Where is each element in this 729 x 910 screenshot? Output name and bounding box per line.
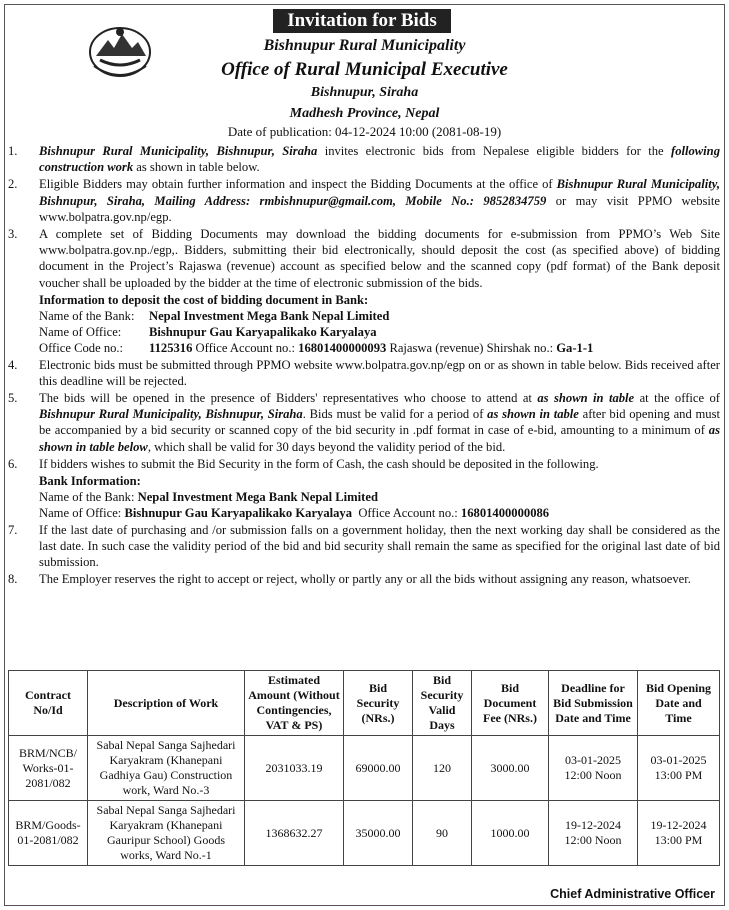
cell-contract-no: BRM/Goods- 01-2081/082 bbox=[9, 801, 88, 866]
item-text bbox=[39, 176, 720, 225]
account-label: Office Account no.: bbox=[192, 341, 299, 356]
cell-valid-days: 90 bbox=[413, 801, 472, 866]
cell-bid-security: 35000.00 bbox=[344, 801, 413, 866]
item-number: 2. bbox=[8, 177, 18, 192]
item-number: 1. bbox=[8, 144, 18, 158]
bank-value: Nepal Investment Mega Bank Nepal Limited bbox=[137, 490, 378, 505]
cell-description: Sabal Nepal Sanga Sajhedari Karyakram (Khanepani Gadhiya Gau) Construction work, Ward No.-3 bbox=[88, 736, 245, 801]
list-item bbox=[8, 456, 720, 472]
publication-date: Date of publication: 04-12-2024 10:00 (2081-08-19) bbox=[227, 124, 502, 139]
col-bid-security: Bid Security (NRs.) bbox=[344, 671, 413, 736]
list-item bbox=[8, 390, 720, 455]
cell-deadline: 03-01-2025 12:00 Noon bbox=[549, 736, 638, 801]
cell-bid-opening: 03-01-2025 13:00 PM bbox=[638, 736, 720, 801]
item-emphasis: as shown in table bbox=[487, 407, 579, 422]
item-text-part: invites electronic bids from Nepalese eligible bidders for the bbox=[317, 144, 671, 158]
account-value: 16801400000093 bbox=[298, 341, 387, 356]
notice-title-badge: Invitation for Bids bbox=[273, 9, 451, 33]
contact-details: Bishnupur Rural Municipality, Bishnupur, Siraha, Mailing Address: rmbishnupur@gmail.com, Mobile No.: 9852834759 bbox=[39, 177, 720, 208]
item-text-part: as shown in table below. bbox=[133, 160, 260, 175]
item-number: 3. bbox=[8, 227, 18, 242]
deposit-info bbox=[8, 292, 720, 357]
col-document-fee: Bid Document Fee (NRs.) bbox=[472, 671, 549, 736]
list-item bbox=[8, 357, 720, 389]
shirshak-label: Rajaswa (revenue) Shirshak no.: bbox=[386, 341, 557, 356]
bank-info bbox=[8, 473, 720, 522]
shirshak-value: Ga-1-1 bbox=[556, 341, 594, 356]
item-text: If bidders wishes to submit the Bid Security in the form of Cash, the cash should be deposited in the following. bbox=[39, 456, 599, 471]
table-row bbox=[9, 801, 720, 866]
item-emphasis: as shown in table below bbox=[39, 423, 720, 454]
office-value: Bishnupur Gau Karyapalikako Karyalaya bbox=[124, 506, 353, 521]
item-text bbox=[39, 143, 720, 175]
deposit-office-row bbox=[39, 324, 720, 340]
cell-contract-no: BRM/NCB/ Works-01- 2081/082 bbox=[9, 736, 88, 801]
item-text-part: or may visit PPMO website www.bolpatra.gov.np/egp. bbox=[39, 193, 720, 224]
table-row bbox=[9, 736, 720, 801]
deposit-info-heading: Information to deposit the cost of bidding document in Bank: bbox=[39, 292, 369, 307]
table-header-row bbox=[9, 671, 720, 736]
item-number: 7. bbox=[8, 522, 18, 537]
item-text-part: . Bids must be valid for a period of bbox=[302, 407, 488, 422]
code-value: 1125316 bbox=[149, 341, 193, 356]
bank-value: Nepal Investment Mega Bank Nepal Limited bbox=[149, 309, 390, 324]
cell-estimated-amount: 2031033.19 bbox=[245, 736, 344, 801]
cell-deadline: 19-12-2024 12:00 Noon bbox=[549, 801, 638, 866]
signatory: Chief Administrative Officer bbox=[550, 887, 715, 901]
item-text: If the last date of purchasing and /or submission falls on a government holiday, then the next working day shall be considered as the last date. In such case the validity period of the bid and bid security shall remain the same as specified for the original last date of bid submission. bbox=[39, 522, 720, 570]
item-text-part: , which shall be valid for 30 days beyond the validity period of the bid. bbox=[147, 439, 506, 454]
bank-info-office-row bbox=[39, 505, 720, 521]
office-name: Office of Rural Municipal Executive bbox=[221, 59, 508, 80]
account-value: 16801400000086 bbox=[460, 506, 550, 521]
list-item bbox=[8, 226, 720, 291]
list-item bbox=[8, 522, 720, 571]
bids-table bbox=[8, 670, 720, 866]
cell-bid-opening: 19-12-2024 13:00 PM bbox=[638, 801, 720, 866]
col-bid-opening: Bid Opening Date and Time bbox=[638, 671, 720, 736]
item-emphasis: Bishnupur Rural Municipality, Bishnupur, Siraha bbox=[39, 407, 303, 422]
item-text-part: after bid opening and must be accompanied by a bid security or scanned copy of the bid security in .pdf format in case of e-bid, amounting to a minimum of bbox=[39, 407, 720, 438]
cell-bid-security: 69000.00 bbox=[344, 736, 413, 801]
item-text-part: Eligible Bidders may obtain further information and inspect the Bidding Documents at the office of bbox=[39, 177, 557, 192]
item-number: 8. bbox=[8, 572, 18, 587]
office-location: Bishnupur, Siraha bbox=[310, 85, 419, 100]
municipality-name: Bishnupur Rural Municipality bbox=[263, 37, 466, 54]
item-text: A complete set of Bidding Documents may download the bidding documents for e-submission from PPMO’s Web Site www.bolpatra.gov.np./egp,. Bidders, submitting their bid electronically, should deposit the cost (as specified above) of bidding document in the Project’s Rajaswa (revenue) account as specified below and the scanned copy (pdf format) of the Bank deposit voucher shall be uploaded by the bidder at the time of electronic submission of the bids. bbox=[39, 227, 720, 290]
item-number: 4. bbox=[8, 357, 18, 372]
cell-valid-days: 120 bbox=[413, 736, 472, 801]
account-label: Office Account no.: bbox=[352, 506, 461, 521]
cell-document-fee: 3000.00 bbox=[472, 736, 549, 801]
item-text-part: at the office of bbox=[634, 391, 720, 406]
item-emphasis: following construction work bbox=[39, 144, 720, 175]
item-text-part: The bids will be opened in the presence of Bidders' representatives who choose to attend at bbox=[39, 391, 538, 406]
code-label: Office Code no.: bbox=[39, 341, 124, 356]
list-item bbox=[8, 143, 720, 175]
bank-info-bank-row bbox=[39, 489, 720, 505]
cell-description: Sabal Nepal Sanga Sajhedari Karyakram (Khanepani Gauripur School) Goods works, Ward No.-1 bbox=[88, 801, 245, 866]
deposit-bank-row bbox=[39, 308, 720, 324]
office-label: Name of Office: bbox=[39, 506, 125, 521]
col-description: Description of Work bbox=[88, 671, 245, 736]
list-item bbox=[8, 176, 720, 225]
bidder-name: Bishnupur Rural Municipality, Bishnupur, Siraha bbox=[39, 144, 318, 158]
bank-info-heading: Bank Information: bbox=[39, 474, 141, 489]
cell-document-fee: 1000.00 bbox=[472, 801, 549, 866]
item-number: 6. bbox=[8, 456, 18, 471]
office-province: Madhesh Province, Nepal bbox=[289, 106, 440, 121]
notice-items bbox=[8, 143, 720, 588]
col-estimated-amount: Estimated Amount (Without Contingencies, VAT & PS) bbox=[245, 671, 344, 736]
col-valid-days: Bid Security Valid Days bbox=[413, 671, 472, 736]
office-label: Name of Office: bbox=[39, 325, 122, 340]
item-number: 5. bbox=[8, 391, 18, 406]
office-value: Bishnupur Gau Karyapalikako Karyalaya bbox=[149, 325, 377, 340]
item-text bbox=[39, 390, 720, 455]
col-contract-no: Contract No/Id bbox=[9, 671, 88, 736]
bank-label: Name of the Bank: bbox=[39, 309, 135, 324]
deposit-code-row bbox=[39, 340, 720, 356]
item-text: Electronic bids must be submitted through PPMO website www.bolpatra.gov.np/egp on or as shown in table below. Bids received after this deadline will be rejected. bbox=[39, 357, 720, 388]
bank-label: Name of the Bank: bbox=[39, 490, 138, 505]
item-text: The Employer reserves the right to accept or reject, wholly or partly any or all the bids without assigning any reason, whatsoever. bbox=[39, 572, 691, 587]
list-item bbox=[8, 571, 720, 587]
col-deadline: Deadline for Bid Submission Date and Time bbox=[549, 671, 638, 736]
item-emphasis: as shown in table bbox=[537, 391, 635, 406]
cell-estimated-amount: 1368632.27 bbox=[245, 801, 344, 866]
